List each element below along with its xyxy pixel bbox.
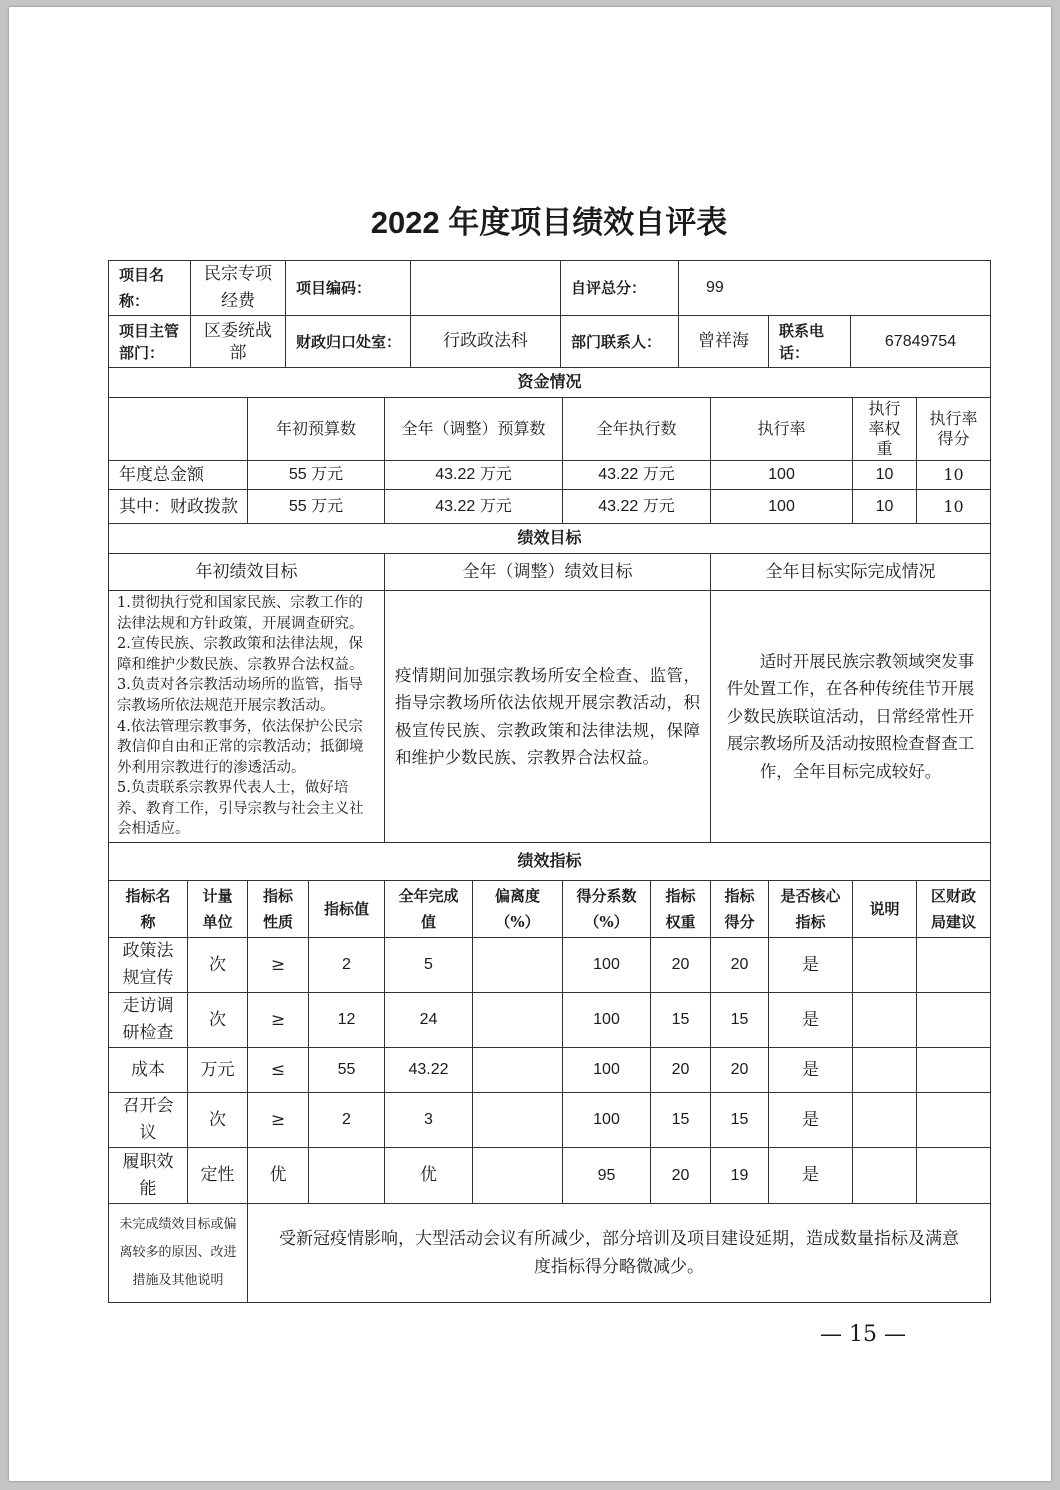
indicator-row [109, 993, 991, 1048]
funding-executed: 43.22 万元 [563, 461, 711, 490]
indicator-is-core: 是 [769, 1093, 853, 1148]
indicator-unit: 万元 [188, 1048, 248, 1093]
indicator-target-value: 2 [309, 1093, 385, 1148]
indicator-score-coefficient: 100 [563, 993, 651, 1048]
funding-rate-weight: 10 [853, 490, 917, 524]
project-name-value: 民宗专项经费 [191, 261, 286, 316]
page-title: 2022 年度项目绩效自评表 [370, 205, 728, 240]
contact-value: 曾祥海 [679, 316, 769, 368]
phone-label: 联系电话： [769, 316, 851, 368]
indicator-score: 19 [711, 1148, 769, 1204]
indicator-name: 履职效能 [109, 1148, 188, 1204]
indicator-finance-suggestion [917, 1093, 991, 1148]
funding-header-cell: 年初预算数 [248, 398, 385, 461]
indicator-is-core: 是 [769, 993, 853, 1048]
indicator-score-coefficient: 100 [563, 938, 651, 993]
remarks-row [109, 1204, 991, 1303]
funding-section-row [109, 368, 991, 398]
indicator-deviation [473, 938, 563, 993]
indicator-header-cell: 指标值 [309, 881, 385, 938]
indicator-row [109, 1048, 991, 1093]
list-item: 5.负责联系宗教界代表人士，做好培养、教育工作，引导宗教与社会主义社会相适应。 [117, 780, 364, 838]
indicator-header-cell: 全年完成值 [385, 881, 473, 938]
indicator-header-cell: 指标名称 [109, 881, 188, 938]
indicator-note [853, 938, 917, 993]
phone-value: 67849754 [851, 316, 991, 368]
total-score-value: 99 [679, 261, 991, 316]
department-label: 项目主管部门： [109, 316, 191, 368]
funding-rate-score: 10 [917, 461, 991, 490]
indicator-is-core: 是 [769, 1048, 853, 1093]
indicator-target-value: 55 [309, 1048, 385, 1093]
funding-adjusted-budget: 43.22 万元 [385, 490, 563, 524]
indicator-unit: 次 [188, 993, 248, 1048]
project-code-label: 项目编码： [286, 261, 411, 316]
indicators-section-title: 绩效指标 [109, 843, 991, 881]
department-info-row [109, 316, 991, 368]
indicators-header-row [109, 881, 991, 938]
funding-header-cell: 执行率权重 [853, 398, 917, 461]
funding-header-cell: 执行率得分 [917, 398, 991, 461]
indicator-note [853, 993, 917, 1048]
contact-label: 部门联系人： [561, 316, 679, 368]
indicator-score-coefficient: 100 [563, 1093, 651, 1148]
department-value: 区委统战部 [191, 316, 286, 368]
indicator-unit: 定性 [188, 1148, 248, 1204]
goals-header-actual: 全年目标实际完成情况 [711, 554, 991, 591]
indicator-score: 20 [711, 938, 769, 993]
indicator-weight: 15 [651, 993, 711, 1048]
list-item: 2.宣传民族、宗教政策和法律法规，保障和维护少数民族、宗教界合法权益。 [117, 636, 364, 673]
indicator-actual-value: 3 [385, 1093, 473, 1148]
project-info-row [109, 261, 991, 316]
indicator-name: 政策法规宣传 [109, 938, 188, 993]
funding-header-cell: 全年执行数 [563, 398, 711, 461]
indicator-header-cell: 是否核心指标 [769, 881, 853, 938]
indicator-row [109, 938, 991, 993]
indicator-actual-value: 优 [385, 1148, 473, 1204]
indicator-header-cell: 指标性质 [248, 881, 309, 938]
finance-office-value: 行政政法科 [411, 316, 561, 368]
indicator-is-core: 是 [769, 938, 853, 993]
indicator-weight: 20 [651, 938, 711, 993]
funding-header-cell: 执行率 [711, 398, 853, 461]
indicator-header-cell: 得分系数（%） [563, 881, 651, 938]
indicator-finance-suggestion [917, 993, 991, 1048]
indicator-weight: 15 [651, 1093, 711, 1148]
indicator-deviation [473, 1048, 563, 1093]
indicator-target-value: 2 [309, 938, 385, 993]
indicator-is-core: 是 [769, 1148, 853, 1204]
indicator-nature: ≤ [248, 1048, 309, 1093]
project-name-label: 项目名称： [109, 261, 191, 316]
funding-header-cell: 全年（调整）预算数 [385, 398, 563, 461]
remarks-text: 受新冠疫情影响，大型活动会议有所减少，部分培训及项目建设延期，造成数量指标及满意度指标得分略微减少。 [248, 1204, 991, 1303]
indicator-deviation [473, 993, 563, 1048]
indicator-finance-suggestion [917, 1148, 991, 1204]
indicator-actual-value: 43.22 [385, 1048, 473, 1093]
indicator-finance-suggestion [917, 1048, 991, 1093]
funding-initial-budget: 55 万元 [248, 461, 385, 490]
indicator-header-cell: 说明 [853, 881, 917, 938]
indicator-header-cell: 指标权重 [651, 881, 711, 938]
funding-adjusted-budget: 43.22 万元 [385, 461, 563, 490]
page-number: — 15 — [820, 1322, 906, 1347]
indicator-header-cell: 区财政局建议 [917, 881, 991, 938]
remarks-label: 未完成绩效目标或偏离较多的原因、改进措施及其他说明 [109, 1204, 248, 1303]
finance-office-label: 财政归口处室： [286, 316, 411, 368]
actual-completion-cell [711, 591, 991, 843]
goals-header-adjusted: 全年（调整）绩效目标 [385, 554, 711, 591]
indicator-name: 召开会议 [109, 1093, 188, 1148]
indicator-note [853, 1148, 917, 1204]
total-score-label: 自评总分： [561, 261, 679, 316]
initial-goals-cell [109, 591, 385, 843]
indicators-section-row [109, 843, 991, 881]
funding-initial-budget: 55 万元 [248, 490, 385, 524]
indicator-score: 20 [711, 1048, 769, 1093]
indicator-row [109, 1148, 991, 1204]
initial-goals-list [117, 593, 376, 840]
indicator-nature: ≥ [248, 1093, 309, 1148]
indicator-score: 15 [711, 993, 769, 1048]
funding-row [109, 490, 991, 524]
actual-completion-text: 适时开展民族宗教领域突发事件处置工作，在各种传统佳节开展少数民族联谊活动，日常经常性开展宗教场所及活动按照检查督查工作，全年目标完成较好。 [726, 651, 975, 781]
funding-execution-rate: 100 [711, 461, 853, 490]
project-code-value [411, 261, 561, 316]
indicator-unit: 次 [188, 938, 248, 993]
indicator-weight: 20 [651, 1048, 711, 1093]
indicator-note [853, 1048, 917, 1093]
evaluation-table [108, 260, 991, 1303]
indicator-deviation [473, 1093, 563, 1148]
indicator-target-value: 12 [309, 993, 385, 1048]
indicator-name: 走访调研检查 [109, 993, 188, 1048]
indicator-actual-value: 24 [385, 993, 473, 1048]
goals-content-row [109, 591, 991, 843]
indicator-score-coefficient: 100 [563, 1048, 651, 1093]
funding-rate-weight: 10 [853, 461, 917, 490]
list-item: 4.依法管理宗教事务，依法保护公民宗教信仰自由和正常的宗教活动；抵御境外利用宗教进行的渗透活动。 [117, 718, 364, 776]
indicator-weight: 20 [651, 1148, 711, 1204]
funding-row-label: 其中：财政拨款 [109, 490, 248, 524]
indicator-actual-value: 5 [385, 938, 473, 993]
adjusted-goals-text: 疫情期间加强宗教场所安全检查、监管，指导宗教场所依法依规开展宗教活动，积极宣传民族、宗教政策和法律法规，保障和维护少数民族、宗教界合法权益。 [395, 665, 700, 767]
indicator-header-cell: 计量单位 [188, 881, 248, 938]
goals-header-initial: 年初绩效目标 [109, 554, 385, 591]
list-item: 3.负责对各宗教活动场所的监管，指导宗教场所依法规范开展宗教活动。 [117, 677, 363, 714]
indicator-name: 成本 [109, 1048, 188, 1093]
funding-execution-rate: 100 [711, 490, 853, 524]
indicator-unit: 次 [188, 1093, 248, 1148]
indicator-target-value [309, 1148, 385, 1204]
indicator-score-coefficient: 95 [563, 1148, 651, 1204]
indicator-nature: ≥ [248, 993, 309, 1048]
indicator-row [109, 1093, 991, 1148]
funding-row-label: 年度总金额 [109, 461, 248, 490]
indicator-header-cell: 偏离度（%） [473, 881, 563, 938]
goals-section-title: 绩效目标 [109, 524, 991, 554]
indicator-finance-suggestion [917, 938, 991, 993]
funding-header-row [109, 398, 991, 461]
goals-header-row [109, 554, 991, 591]
funding-header-cell [109, 398, 248, 461]
goals-section-row [109, 524, 991, 554]
indicator-note [853, 1093, 917, 1148]
funding-rate-score: 10 [917, 490, 991, 524]
indicator-nature: 优 [248, 1148, 309, 1204]
funding-row [109, 461, 991, 490]
indicator-deviation [473, 1148, 563, 1204]
indicator-nature: ≥ [248, 938, 309, 993]
indicator-score: 15 [711, 1093, 769, 1148]
indicator-header-cell: 指标得分 [711, 881, 769, 938]
adjusted-goals-cell [385, 591, 711, 843]
list-item: 1.贯彻执行党和国家民族、宗教工作的法律法规和方针政策，开展调查研究。 [117, 594, 364, 632]
funding-section-title: 资金情况 [109, 368, 991, 398]
funding-executed: 43.22 万元 [563, 490, 711, 524]
